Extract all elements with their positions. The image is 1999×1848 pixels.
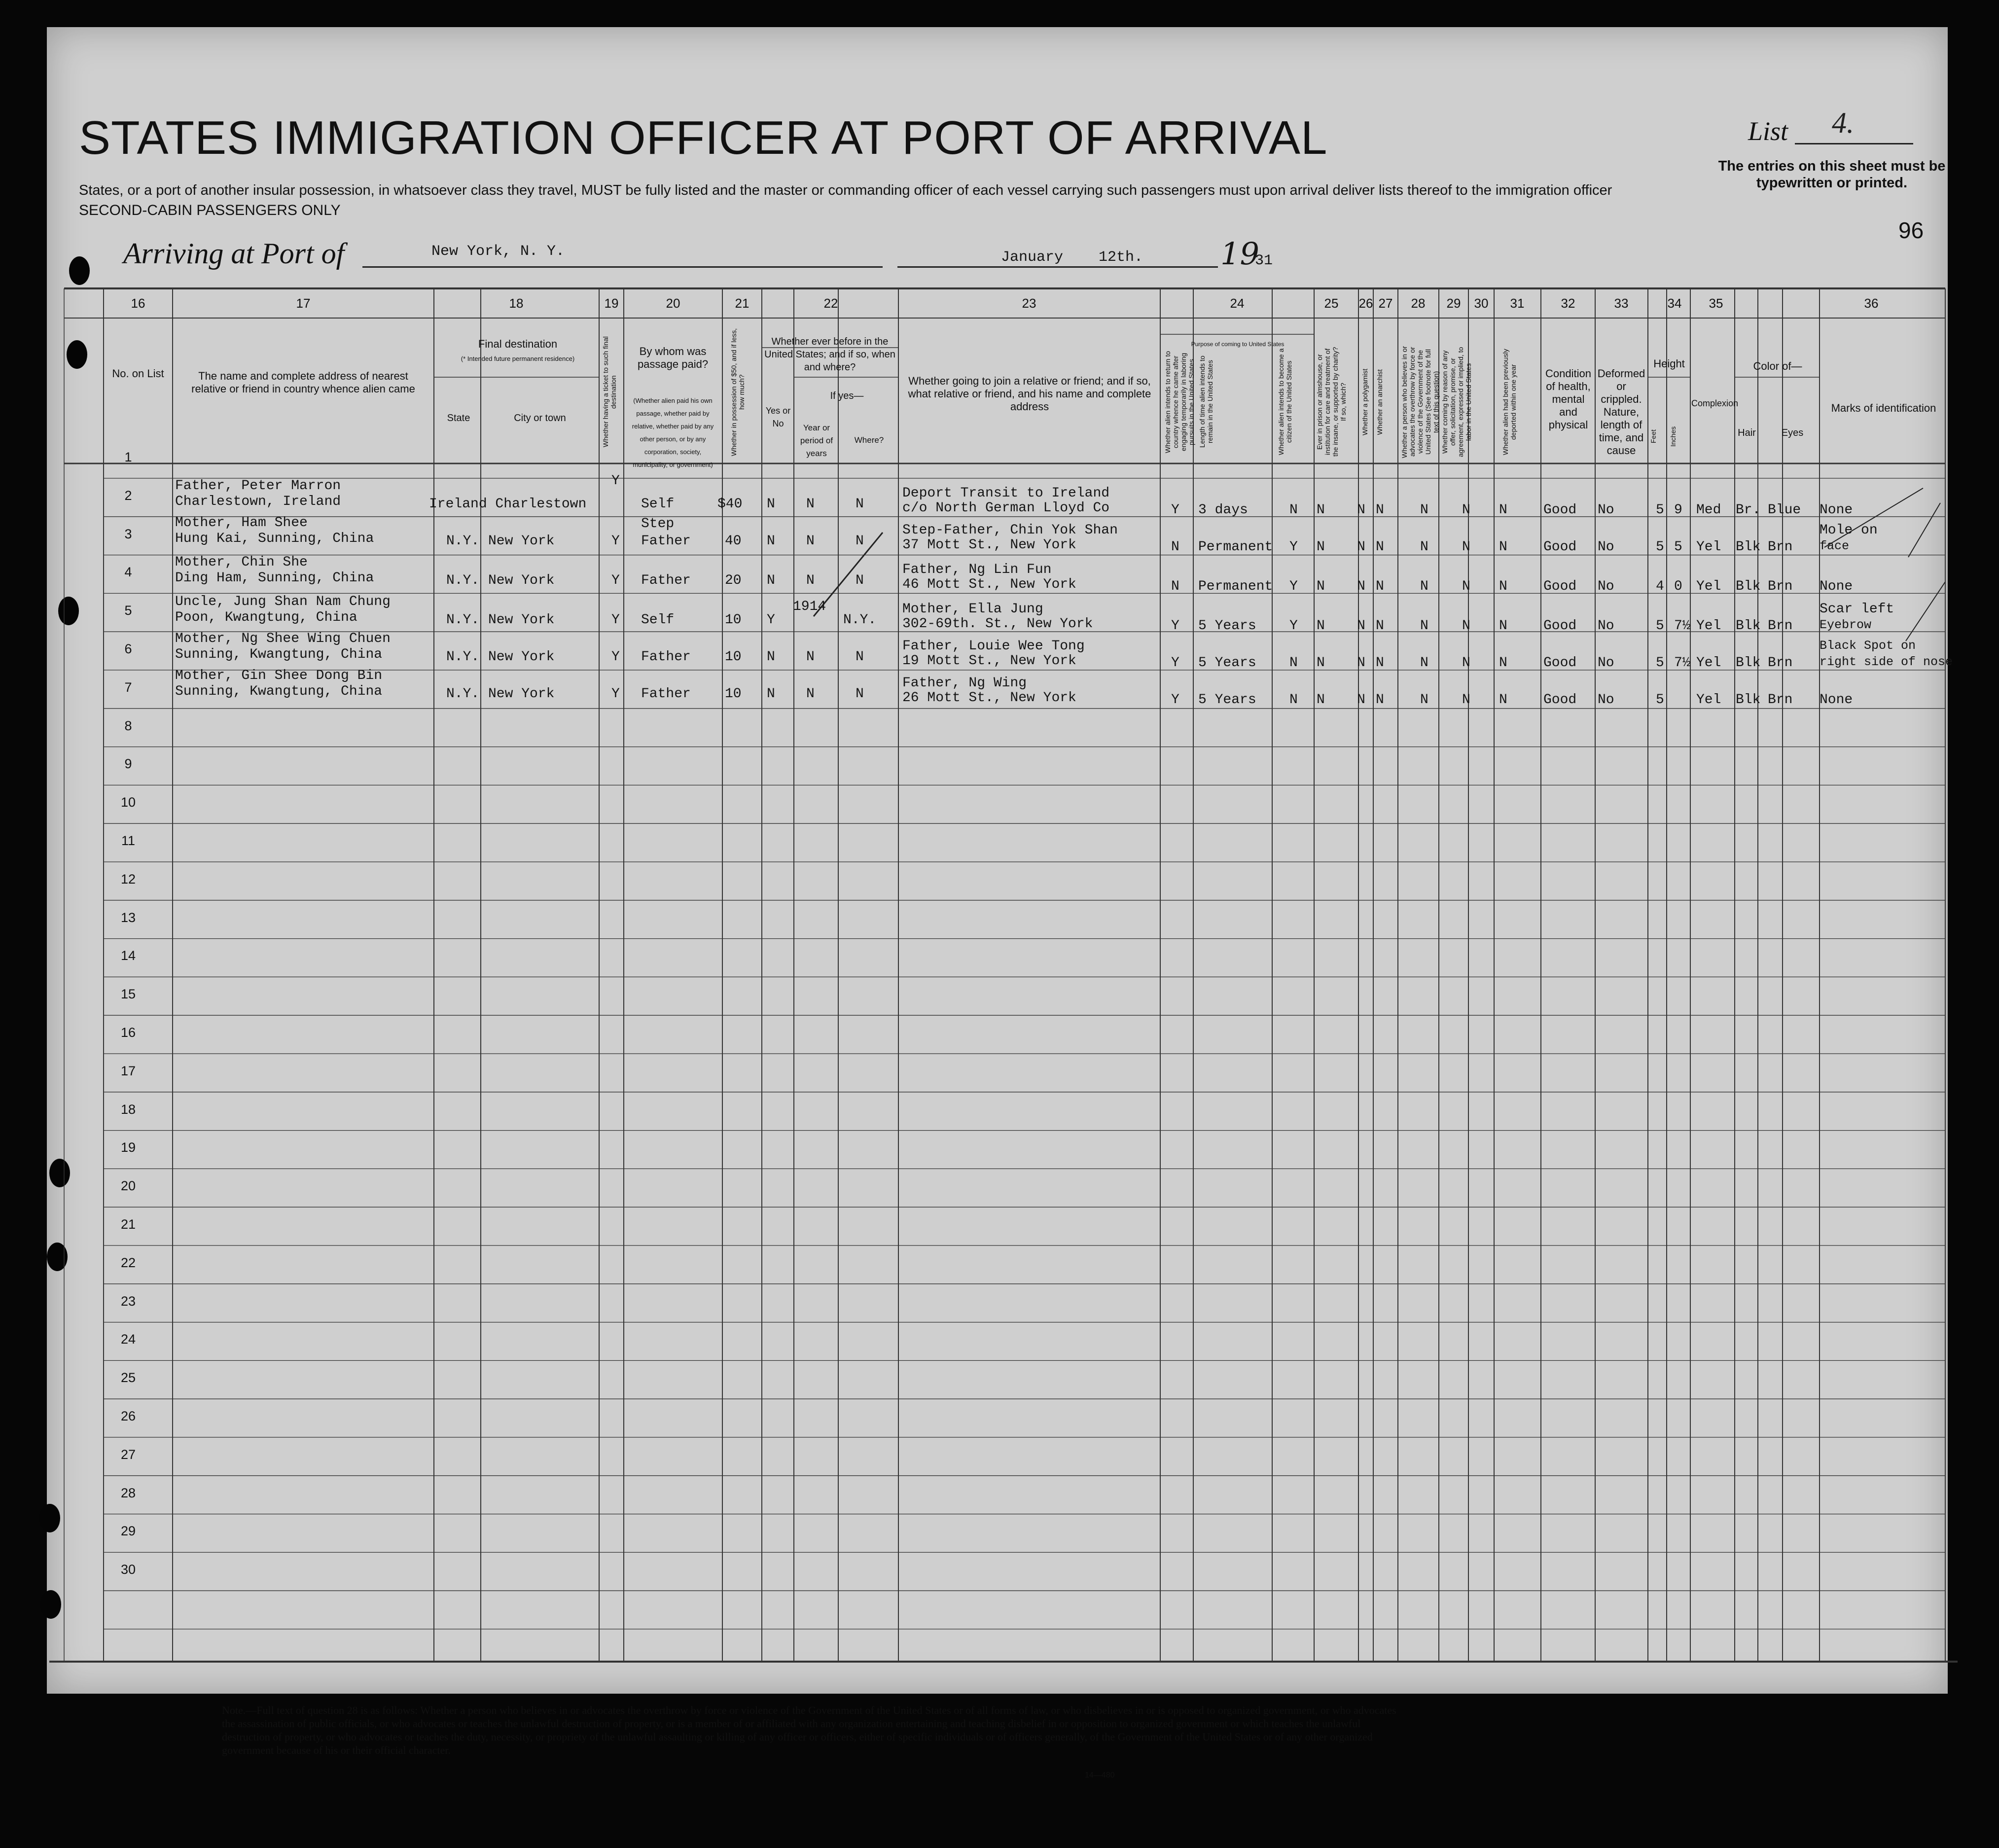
destination-city: New York	[488, 533, 555, 549]
relative-name: Mother, Ng Shee Wing Chuen	[175, 631, 391, 646]
marks-line1: Scar left	[1820, 602, 1894, 617]
anarchist-cell: N	[1376, 618, 1384, 634]
money-cell: 10	[725, 612, 742, 628]
anarchist-cell: N	[1376, 539, 1384, 555]
column-number: 23	[1022, 296, 1036, 311]
complexion-cell: Yel	[1696, 655, 1721, 671]
deformed-cell: No	[1598, 618, 1614, 634]
purpose-citizen: Y	[1289, 618, 1298, 634]
anarchist-cell: N	[1376, 655, 1384, 671]
header-color-of: Color of—	[1753, 360, 1802, 372]
row-number: 6	[124, 641, 132, 656]
where-cell: N	[856, 497, 864, 512]
relative-address: Charlestown, Ireland	[175, 494, 341, 509]
hair-cell: Blk	[1736, 539, 1761, 555]
relative-address: Sunning, Kwangtung, China	[175, 684, 383, 699]
header-purpose: Purpose of coming to United States	[1191, 341, 1285, 348]
complexion-cell: Yel	[1696, 692, 1721, 708]
header-purpose-c: Whether alien intends to become a citizen of the United States	[1277, 348, 1293, 456]
polygamist-cell: N	[1357, 618, 1365, 634]
list-number: 4.	[1832, 107, 1854, 139]
deported-cell: N	[1499, 579, 1507, 594]
relative-name: Uncle, Jung Shan Nam Chung	[175, 594, 391, 609]
header-offer: Whether coming by reason of any offer, solicitation, promise, or agreement, expressed or implied, to labor in the United States	[1441, 347, 1472, 457]
inches-cell: 7½	[1674, 618, 1691, 634]
anarchist-cell: N	[1376, 692, 1384, 708]
polygamist-cell: N	[1357, 502, 1365, 518]
header-deported: Whether alien had been previously deported within one year	[1501, 349, 1517, 455]
money-cell: 40	[725, 533, 742, 549]
marks-line2: face	[1820, 539, 1850, 553]
hair-cell: Blk	[1736, 692, 1761, 708]
row-number: 27	[120, 1447, 136, 1462]
column-number: 28	[1411, 296, 1426, 311]
purpose-return: N	[1171, 579, 1179, 594]
eyes-cell: Brn	[1768, 655, 1793, 671]
relative-name: Father, Peter Marron	[175, 478, 341, 494]
where-cell: N	[856, 649, 864, 665]
prison-cell: N	[1317, 579, 1325, 594]
purpose-length: 5 Years	[1198, 618, 1256, 634]
purpose-return: Y	[1171, 618, 1179, 634]
row-number: 18	[120, 1102, 136, 1117]
row-number: 20	[120, 1178, 136, 1194]
header-inches: Inches	[1669, 426, 1677, 447]
marks-line1: None	[1820, 502, 1853, 518]
row-number: 12	[120, 871, 136, 887]
row-number: 22	[120, 1255, 136, 1270]
row-number: 23	[120, 1293, 136, 1309]
marks-line1: None	[1820, 579, 1853, 594]
column-number: 16	[131, 296, 145, 311]
row-number: 16	[120, 1025, 136, 1040]
feet-cell: 5	[1656, 502, 1664, 518]
header-prison: Ever in prison or almshouse, or institution for care and treatment of the insane, or supported by charity? If so, which?	[1316, 347, 1347, 457]
form-instructions: States, or a port of another insular possession, in whatsoever class they travel, MUST be fully listed and the master or commanding officer of each vessel carrying such passengers must upon arrival deliver lists thereof to the immigration officer	[79, 182, 1612, 198]
header-eyes: Eyes	[1781, 427, 1804, 438]
hair-cell: Blk	[1736, 655, 1761, 671]
overthrow-cell: N	[1420, 655, 1428, 671]
destination-city: New York	[488, 686, 555, 702]
header-money: Whether in possession of $50, and if less, how much?	[730, 328, 746, 456]
deformed-cell: No	[1598, 579, 1614, 594]
deformed-cell: No	[1598, 655, 1614, 671]
header-final-destination: Final destination	[478, 338, 558, 350]
complexion-cell: Yel	[1696, 579, 1721, 594]
purpose-return: Y	[1171, 502, 1179, 518]
row-number: 8	[124, 718, 132, 733]
column-number: 32	[1561, 296, 1575, 311]
complexion-cell: Yel	[1696, 618, 1721, 634]
deformed-cell: No	[1598, 502, 1614, 518]
deported-cell: N	[1499, 539, 1507, 555]
row-number: 19	[120, 1140, 136, 1155]
column-number: 19	[604, 296, 619, 311]
deported-cell: N	[1499, 655, 1507, 671]
polygamist-cell: N	[1357, 579, 1365, 594]
header-passage-note: (Whether alien paid his own passage, whether paid by relative, whether paid by any other person, or by any corporation, society, municipality, or government)	[632, 397, 714, 468]
purpose-citizen: N	[1289, 692, 1298, 708]
purpose-length: 3 days	[1198, 502, 1248, 518]
before-us-cell: N	[767, 573, 775, 588]
row-number: 21	[120, 1217, 136, 1232]
prison-cell: N	[1317, 539, 1325, 555]
money-cell: 10	[725, 686, 742, 702]
eyes-cell: Brn	[1768, 579, 1793, 594]
row-number: 26	[120, 1409, 136, 1423]
inches-cell: 7½	[1674, 655, 1691, 671]
row-number: 24	[120, 1332, 136, 1347]
header-marks: Marks of identification	[1831, 402, 1936, 414]
header-complexion: Complexion	[1691, 398, 1739, 408]
year-cell: 1914	[793, 599, 826, 614]
row-number: 7	[124, 679, 132, 695]
header-purpose-b: Length of time alien intends to remain in the United States	[1198, 355, 1214, 448]
header-year-period: Year or period of years	[800, 423, 833, 458]
relative-name: Mother, Gin Shee Dong Bin	[175, 668, 383, 683]
purpose-length: Permanent	[1198, 539, 1273, 555]
column-number: 35	[1709, 296, 1723, 311]
ticket-cell: Y	[611, 612, 620, 628]
hair-cell: Blk	[1736, 618, 1761, 634]
hair-cell: Br.	[1736, 502, 1761, 518]
passage-paid-by: Father	[641, 533, 691, 549]
feet-cell: 5	[1656, 618, 1664, 634]
row-number: 10	[120, 795, 136, 810]
inches-cell: 0	[1674, 579, 1682, 594]
eyes-cell: Blue	[1768, 502, 1801, 518]
row-number: 9	[124, 756, 132, 772]
header-hair: Hair	[1738, 427, 1756, 438]
footnote: Note.—Full text of question 28 is as follows: Whether a person who believes in or advocates the overthrow by force or violence of the Government of the United States or of all forms of law, or who disbelieves in or is opposed to organized government, or who advocates the assassination of public officials, or who advocates or teaches the unlawful destruction of property, or is a member of or affiliated with any organization entertaining and teaching disbelief in or opposition to organized government or which teaches the unlawful destruction of property, or who advocates or teaches the duty, necessity, or propriety of the unlawful assaulting or killing of any officer or officers, either of specific individuals or of officers generally, of the Government of the United States or of any other organized government because of his or their official character.	[222, 1704, 1396, 1756]
purpose-length: Permanent	[1198, 579, 1273, 594]
header-city: City or town	[514, 413, 566, 424]
destination-city: New York	[488, 573, 555, 588]
list-label: List	[1748, 116, 1788, 146]
before-us-cell: N	[767, 686, 775, 702]
joining-address: 37 Mott St., New York	[902, 537, 1076, 553]
header-deformed: Deformed or crippled. Nature, length of time, and cause	[1597, 367, 1645, 457]
overthrow-cell: N	[1420, 502, 1428, 518]
passage-paid-by: Father	[641, 573, 691, 588]
row-number: 2	[124, 488, 132, 503]
relative-name: Mother, Chin She	[175, 555, 308, 570]
header-where: Where?	[854, 435, 884, 445]
passenger-class: SECOND-CABIN PASSENGERS ONLY	[79, 202, 341, 218]
page-number: 96	[1898, 217, 1924, 243]
header-passage-paid: By whom was passage paid?	[637, 345, 709, 370]
arriving-label: Arriving at Port of	[123, 237, 345, 270]
joining-name: Mother, Ella Jung	[902, 602, 1043, 617]
row-number: 30	[120, 1562, 136, 1577]
prison-cell: N	[1317, 618, 1325, 634]
purpose-citizen: Y	[1289, 579, 1298, 594]
joining-name: Step-Father, Chin Yok Shan	[902, 523, 1118, 538]
column-number: 30	[1474, 296, 1489, 311]
prison-cell: N	[1317, 692, 1325, 708]
passage-paid-by: Self	[641, 612, 675, 628]
row-number: 29	[120, 1524, 136, 1539]
joining-address: 302-69th. St., New York	[902, 616, 1093, 632]
before-us-cell: Y	[767, 612, 775, 628]
deformed-cell: No	[1598, 692, 1614, 708]
destination-state: N.Y.	[446, 533, 480, 549]
column-number: 31	[1510, 296, 1525, 311]
row-number: 3	[124, 526, 132, 541]
year-cell: N	[806, 649, 815, 665]
purpose-citizen: Y	[1289, 539, 1298, 555]
where-cell: N	[856, 686, 864, 702]
offer-cell: N	[1462, 618, 1470, 634]
row-number: 1	[124, 450, 132, 464]
offer-cell: N	[1462, 579, 1470, 594]
anarchist-cell: N	[1376, 579, 1384, 594]
header-yes-no: Yes or No	[765, 406, 791, 428]
row-number: 11	[121, 833, 136, 848]
header-height: Height	[1653, 357, 1685, 370]
purpose-return: Y	[1171, 655, 1179, 671]
row-number: 28	[120, 1485, 136, 1500]
passage-step: Step	[641, 516, 675, 532]
deported-cell: N	[1499, 618, 1507, 634]
destination-state: N.Y.	[446, 686, 480, 702]
purpose-return: Y	[1171, 692, 1179, 708]
money-cell: 20	[725, 573, 742, 588]
header-purpose-a: Whether alien intends to return to country whence he came after engaging temporarily in laboring pursuits in the United States	[1164, 351, 1195, 453]
row-number: 13	[120, 910, 136, 925]
offer-cell: N	[1462, 539, 1470, 555]
header-before-us: Whether ever before in the United States; and if so, when and where?	[764, 336, 895, 373]
purpose-length: 5 Years	[1198, 692, 1256, 708]
header-state: State	[447, 413, 470, 424]
money-cell: $40	[717, 497, 743, 512]
marks-line1: Mole on	[1820, 523, 1878, 538]
date-value: January 12th.	[1001, 249, 1143, 266]
overthrow-cell: N	[1420, 618, 1428, 634]
destination-state: N.Y.	[446, 649, 480, 665]
header-final-destination-note: (* Intended future permanent residence)	[461, 355, 575, 362]
joining-address: c/o North German Lloyd Co	[902, 500, 1110, 516]
column-number: 22	[823, 296, 838, 311]
year-cell: N	[806, 497, 815, 512]
overthrow-cell: N	[1420, 692, 1428, 708]
relative-name: Mother, Ham Shee	[175, 515, 308, 531]
before-us-cell: N	[767, 497, 775, 512]
destination-city: New York	[488, 649, 555, 665]
purpose-return: N	[1171, 539, 1179, 555]
joining-name: Deport Transit to Ireland	[902, 486, 1110, 501]
eyes-cell: Brn	[1768, 618, 1793, 634]
offer-cell: N	[1462, 502, 1470, 518]
destination-city: Ireland Charlestown	[429, 497, 587, 512]
health-cell: Good	[1543, 655, 1577, 671]
money-cell: 10	[725, 649, 742, 665]
offer-cell: N	[1462, 655, 1470, 671]
header-polygamist: Whether a polygamist	[1361, 368, 1369, 435]
prison-cell: N	[1317, 655, 1325, 671]
relative-address: Hung Kai, Sunning, China	[175, 531, 374, 546]
purpose-citizen: N	[1289, 502, 1298, 518]
marks-line2: Eyebrow	[1820, 618, 1872, 632]
passage-paid-by: Father	[641, 649, 691, 665]
marks-line2: right side of nose	[1820, 655, 1953, 669]
before-us-cell: N	[767, 649, 775, 665]
eyes-cell: Brn	[1768, 539, 1793, 555]
where-cell: N	[856, 533, 864, 549]
ticket-cell: Y	[611, 649, 620, 665]
year-cell: N	[806, 573, 815, 588]
entries-note: The entries on this sheet must be typewritten or printed.	[1718, 158, 1946, 191]
overthrow-cell: N	[1420, 539, 1428, 555]
row-number: 14	[120, 948, 136, 963]
offer-cell: N	[1462, 692, 1470, 708]
row-number: 17	[120, 1063, 136, 1078]
deported-cell: N	[1499, 692, 1507, 708]
feet-cell: 5	[1656, 539, 1664, 555]
inches-cell: 9	[1674, 502, 1682, 518]
header-health: Condition of health, mental and physical	[1545, 367, 1591, 431]
header-joining: Whether going to join a relative or friend; and if so, what relative or friend, and his name and complete address	[908, 375, 1151, 413]
column-number: 17	[296, 296, 311, 311]
relative-address: Sunning, Kwangtung, China	[175, 647, 383, 662]
header-feet: Feet	[1649, 429, 1657, 444]
column-number: 33	[1614, 296, 1629, 311]
joining-name: Father, Ng Lin Fun	[902, 562, 1052, 577]
column-number: 27	[1378, 296, 1393, 311]
column-number: 29	[1446, 296, 1461, 311]
column-number: 18	[509, 296, 524, 311]
where-cell: N	[856, 573, 864, 588]
polygamist-cell: N	[1357, 539, 1365, 555]
port-value: New York, N. Y.	[431, 243, 565, 260]
column-number: 21	[735, 296, 750, 311]
hair-cell: Blk	[1736, 579, 1761, 594]
column-number: 25	[1324, 296, 1339, 311]
header-relative: The name and complete address of nearest relative or friend in country whence alien came	[191, 370, 415, 395]
health-cell: Good	[1543, 539, 1577, 555]
form-code: 14—480	[1085, 1771, 1115, 1779]
column-number: 20	[666, 296, 680, 311]
feet-cell: 5	[1656, 692, 1664, 708]
complexion-cell: Yel	[1696, 539, 1721, 555]
marks-line1: None	[1820, 692, 1853, 708]
row-number: 4	[124, 565, 132, 580]
health-cell: Good	[1543, 618, 1577, 634]
joining-name: Father, Ng Wing	[902, 675, 1027, 691]
header-no-on-list: No. on List	[112, 367, 164, 380]
deported-cell: N	[1499, 502, 1507, 518]
purpose-length: 5 Years	[1198, 655, 1256, 671]
joining-address: 19 Mott St., New York	[902, 653, 1076, 669]
where-cell: N.Y.	[843, 612, 877, 628]
form-title: STATES IMMIGRATION OFFICER AT PORT OF ARRIVAL	[79, 111, 1328, 164]
destination-state: N.Y.	[446, 573, 480, 588]
inches-cell: 5	[1674, 539, 1682, 555]
deformed-cell: No	[1598, 539, 1614, 555]
anarchist-cell: N	[1376, 502, 1384, 518]
destination-state: N.Y.	[446, 612, 480, 628]
polygamist-cell: N	[1357, 692, 1365, 708]
health-cell: Good	[1543, 579, 1577, 594]
year-prefix: 19	[1220, 236, 1259, 272]
joining-address: 46 Mott St., New York	[902, 577, 1076, 592]
ticket-cell: Y	[611, 533, 620, 549]
passage-paid-by: Father	[641, 686, 691, 702]
header-if-yes: If yes—	[830, 391, 864, 401]
ticket-cell: Y	[611, 473, 620, 489]
year-cell: N	[806, 533, 815, 549]
complexion-cell: Med	[1696, 502, 1721, 518]
column-number: 36	[1864, 296, 1879, 311]
feet-cell: 4	[1656, 579, 1664, 594]
column-number: 24	[1230, 296, 1245, 311]
joining-address: 26 Mott St., New York	[902, 690, 1076, 706]
header-ticket: Whether having a ticket to such final destination	[602, 336, 617, 448]
prison-cell: N	[1317, 502, 1325, 518]
polygamist-cell: N	[1357, 655, 1365, 671]
health-cell: Good	[1543, 692, 1577, 708]
before-us-cell: N	[767, 533, 775, 549]
year-suffix: 31	[1255, 252, 1273, 269]
year-cell: N	[806, 686, 815, 702]
joining-name: Father, Louie Wee Tong	[902, 639, 1085, 654]
row-number: 5	[124, 603, 132, 618]
header-anarchist: Whether an anarchist	[1376, 369, 1384, 435]
overthrow-cell: N	[1420, 579, 1428, 594]
row-number: 25	[120, 1370, 136, 1386]
feet-cell: 5	[1656, 655, 1664, 671]
passage-paid-by: Self	[641, 497, 675, 512]
destination-city: New York	[488, 612, 555, 628]
row-number: 15	[120, 987, 136, 1002]
relative-address: Ding Ham, Sunning, China	[175, 570, 374, 586]
purpose-citizen: N	[1289, 655, 1298, 671]
marks-line1: Black Spot on	[1820, 639, 1916, 653]
header-overthrow: Whether a person who believes in or advocates the overthrow by force or violence of the Government of the United States (See footnote for full text of this question)	[1400, 346, 1440, 458]
health-cell: Good	[1543, 502, 1577, 518]
column-number: 34	[1667, 296, 1682, 311]
ticket-cell: Y	[611, 686, 620, 702]
relative-address: Poon, Kwangtung, China	[175, 610, 357, 625]
column-number: 26	[1358, 296, 1373, 311]
eyes-cell: Brn	[1768, 692, 1793, 708]
ticket-cell: Y	[611, 573, 620, 588]
